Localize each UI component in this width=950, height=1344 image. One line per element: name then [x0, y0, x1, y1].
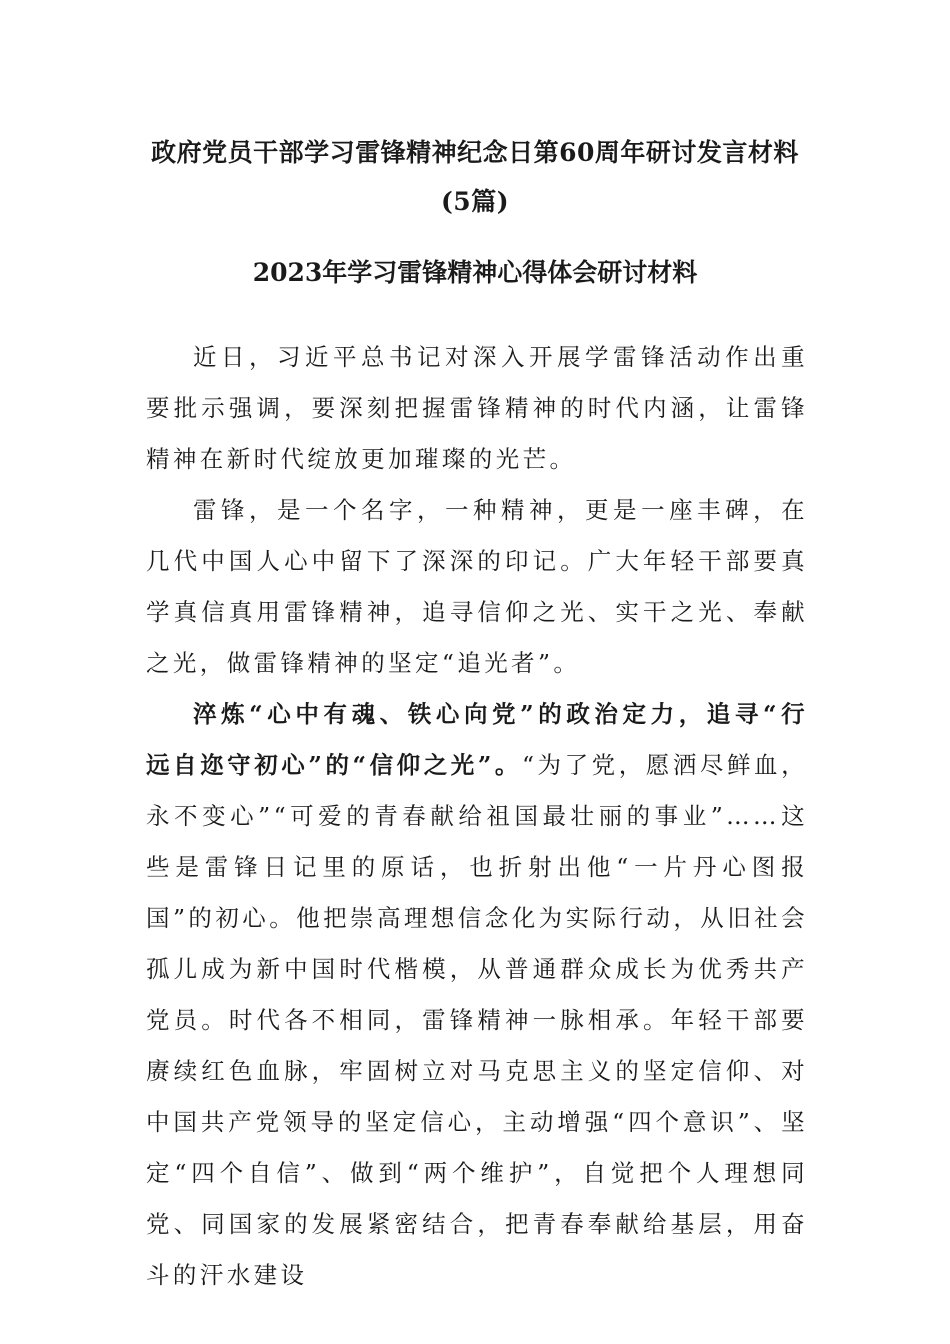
- paragraph-lead-bold: 淬炼“心中有魂、铁心向党”的政治定力，追寻“行远自迩守初心”的“信仰之光”。: [146, 700, 808, 779]
- document-body: [146, 332, 808, 1301]
- paragraph-text: 近日，习近平总书记对深入开展学雷锋活动作出重要批示强调，要深刻把握雷锋精神的时代内涵，让雷锋精神在新时代绽放更加璀璨的光芒。: [146, 343, 808, 473]
- paragraph: [146, 332, 808, 485]
- paragraph: [146, 689, 808, 1301]
- document-title: 政府党员干部学习雷锋精神纪念日第60周年研讨发言材料: [151, 138, 799, 167]
- paragraph-text: 雷锋，是一个名字，一种精神，更是一座丰碑，在几代中国人心中留下了深深的印记。广大年轻干部要真学真信真用雷锋精神，追寻信仰之光、实干之光、奉献之光，做雷锋精神的坚定“追光者”。: [146, 496, 808, 677]
- document-title-count: (5篇): [440, 187, 510, 216]
- paragraph-text: “为了党，愿洒尽鲜血，永不变心”“可爱的青春献给祖国最壮丽的事业”……这些是雷锋日记里的原话，也折射出他“一片丹心图报国”的初心。他把崇高理想信念化为实际行动，从旧社会孤儿成为新中国时代楷模，从普通群众成长为优秀共产党员。时代各不相同，雷锋精神一脉相承。年轻干部要赓续红色血脉，牢固树立对马克思主义的坚定信仰、对中国共产党领导的坚定信心，主动增强“四个意识”、坚定“四个自信”、做到“两个维护”，自觉把个人理想同党、同国家的发展紧密结合，把青春奉献给基层，用奋斗的汗水建设: [146, 751, 808, 1289]
- section-title: 2023年学习雷锋精神心得体会研讨材料: [252, 258, 698, 287]
- paragraph: [146, 485, 808, 689]
